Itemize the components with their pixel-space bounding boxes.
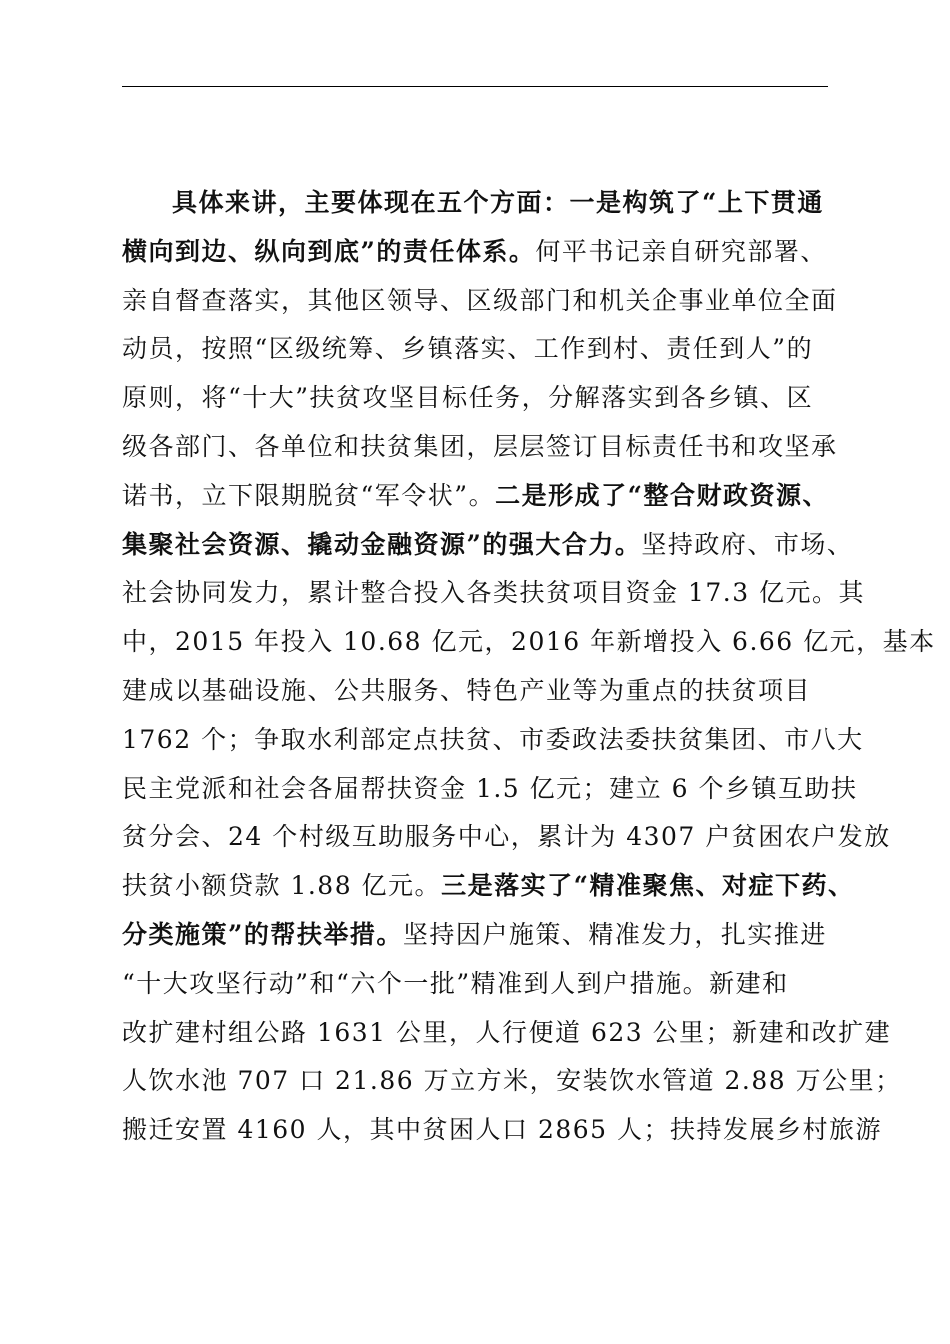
bold-text-segment: 分类施策”的帮扶举措。 <box>122 919 403 949</box>
text-segment: “十大攻坚行动”和“六个一批”精准到人到户措施。新建和 <box>122 968 789 998</box>
text-segment: 民主党派和社会各届帮扶资金 1.5 亿元；建立 6 个乡镇互助扶 <box>122 773 858 803</box>
text-segment: 人饮水池 707 口 21.86 万立方米，安装饮水管道 2.88 万公里； <box>122 1066 902 1096</box>
text-line <box>122 234 832 283</box>
text-line <box>122 380 832 429</box>
text-segment: 原则，将“十大”扶贫攻坚目标任务，分解落实到各乡镇、区 <box>122 383 814 413</box>
text-segment: 建成以基础设施、公共服务、特色产业等为重点的扶贫项目 <box>122 675 812 705</box>
bold-text-segment: 具体来讲，主要体现在五个方面：一是构筑了“上下贯通 <box>172 188 824 217</box>
text-line <box>122 722 864 771</box>
text-line <box>122 283 838 332</box>
text-segment: 亲自督查落实，其他区领导、区级部门和机关企事业单位全面 <box>122 285 838 315</box>
text-segment: 坚持政府、市场、 <box>641 529 854 559</box>
text-segment: 何平书记亲自研究部署、 <box>535 236 827 266</box>
text-line <box>122 575 866 624</box>
text-line <box>122 624 936 673</box>
text-line <box>122 331 832 380</box>
text-segment: 1762 个；争取水利部定点扶贫、市委政法委扶贫集团、市八大 <box>122 724 864 754</box>
bold-text-segment: 集聚社会资源、撬动金融资源”的强大合力。 <box>122 529 642 559</box>
text-segment: 社会协同发力，累计整合投入各类扶贫项目资金 17.3 亿元。其 <box>122 578 866 608</box>
bold-text-segment: 三是落实了“精准聚焦、对症下药、 <box>441 871 855 901</box>
text-segment: 贫分会、24 个村级互助服务中心，累计为 4307 户贫困农户发放 <box>122 822 891 852</box>
text-line <box>122 478 832 527</box>
text-segment: 搬迁安置 4160 人，其中贫困人口 2865 人；扶持发展乡村旅游 <box>122 1115 883 1145</box>
text-line <box>122 429 838 478</box>
text-line <box>122 1063 902 1112</box>
text-segment: 中，2015 年投入 10.68 亿元，2016 年新增投入 6.66 亿元，基本 <box>122 627 936 657</box>
text-segment: 扶贫小额贷款 1.88 亿元。 <box>122 871 442 901</box>
bold-text-segment: 二是形成了“整合财政资源、 <box>495 480 829 510</box>
text-line <box>122 1112 883 1161</box>
text-segment: 动员，按照“区级统筹、乡镇落实、工作到村、责任到人”的 <box>122 334 814 364</box>
text-segment: 级各部门、各单位和扶贫集团，层层签订目标责任书和攻坚承 <box>122 431 838 461</box>
text-segment: 诺书，立下限期脱贫“军令状”。 <box>122 480 496 510</box>
text-line <box>122 771 858 820</box>
text-line <box>122 868 855 917</box>
document-body <box>122 185 936 1161</box>
bold-text-segment: 横向到边、纵向到底”的责任体系。 <box>122 236 536 266</box>
text-line <box>122 673 832 722</box>
text-segment: 坚持因户施策、精准发力，扎实推进 <box>402 919 827 949</box>
text-line <box>122 527 854 576</box>
header-rule <box>122 86 828 87</box>
text-line <box>122 1015 892 1064</box>
text-segment: 改扩建村组公路 1631 公里，人行便道 623 公里；新建和改扩建 <box>122 1017 892 1047</box>
text-line <box>122 917 832 966</box>
text-line <box>122 819 891 868</box>
text-line <box>122 185 832 234</box>
text-line <box>122 966 832 1015</box>
